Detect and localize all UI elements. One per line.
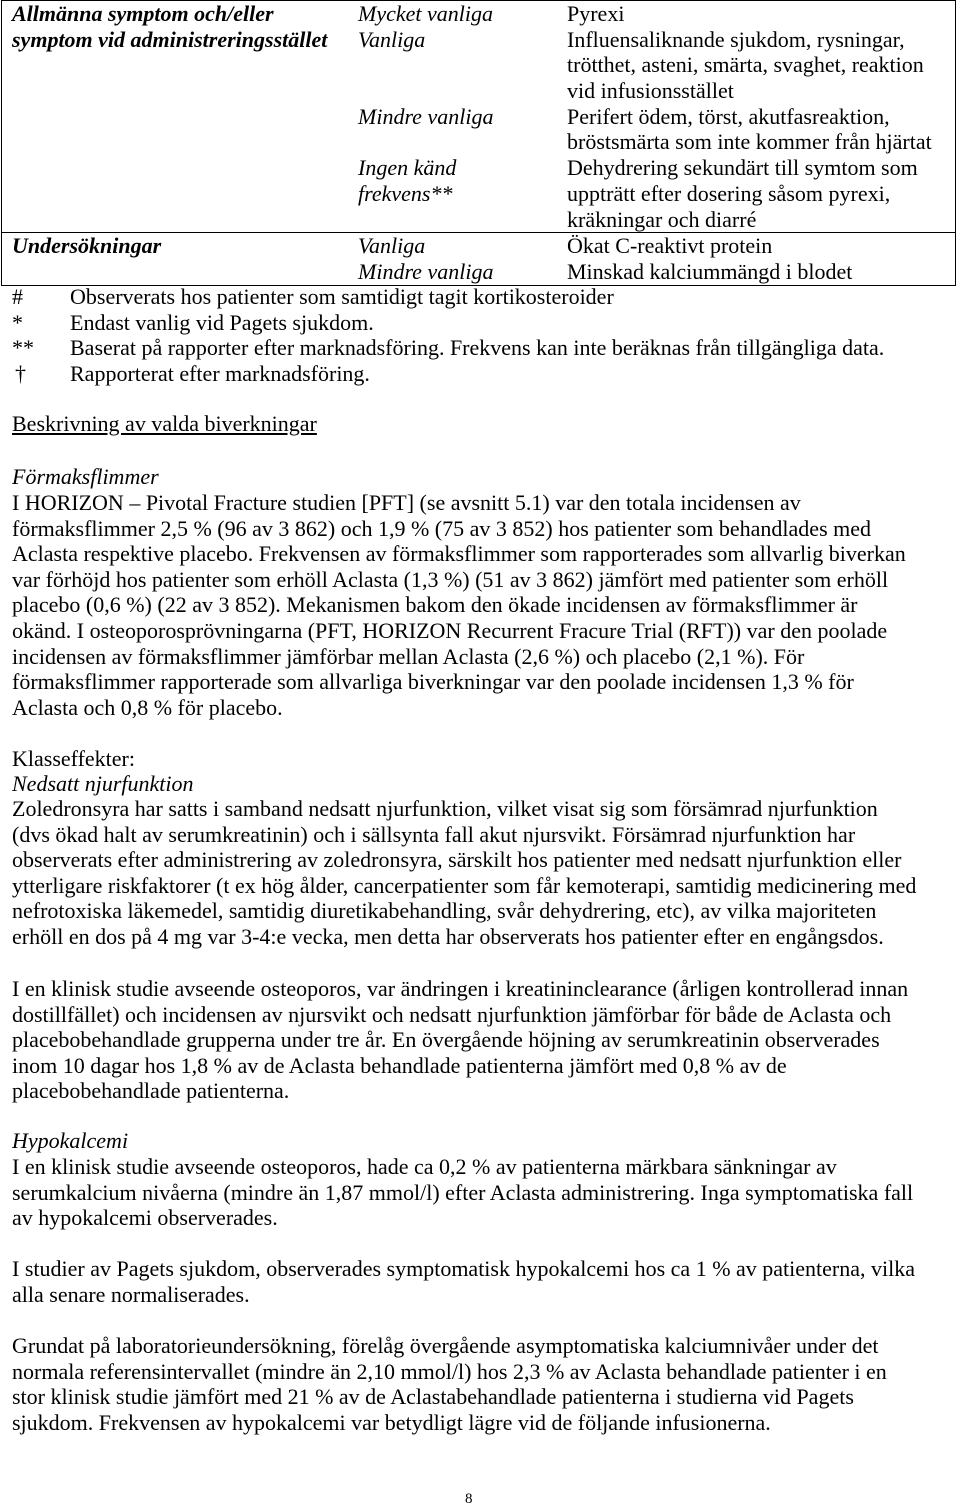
hypocalcemia-paragraph xyxy=(12,1256,915,1307)
reaction-line: vid infusionsstället xyxy=(567,78,734,104)
frequency-cell xyxy=(358,233,567,259)
footnote-text: Endast vanlig vid Pagets sjukdom. xyxy=(70,309,374,335)
renal-impairment-paragraph xyxy=(12,976,908,1104)
table-row xyxy=(2,233,955,284)
reaction-line: trötthet, asteni, smärta, svaghet, reaktion xyxy=(567,52,924,78)
footnote-symbol: * xyxy=(12,309,23,335)
footnote xyxy=(12,361,884,387)
renal-impairment-heading: Nedsatt njurfunktion xyxy=(12,771,194,796)
footnote-symbol: # xyxy=(12,284,23,309)
text-line: var förhöjd hos patienter som erhöll Aclasta (1,3 %) (51 av 3 862) jämfört med patienter som erhöll xyxy=(12,566,889,592)
frequency-reactions-cell xyxy=(358,233,955,284)
frequency-group xyxy=(358,155,955,232)
frequency-cell xyxy=(358,259,567,285)
text-line: I studier av Pagets sjukdom, observerades symptomatisk hypokalcemi hos ca 1 % av patienterna, vilka xyxy=(12,1256,915,1281)
frequency-label: Vanliga xyxy=(358,233,426,259)
atrial-fibrillation-paragraph xyxy=(12,490,906,720)
text-line: alla senare normaliserades. xyxy=(12,1281,250,1307)
text-line: I HORIZON – Pivotal Fracture studien [PFT] (se avsnitt 5.1) var den totala incidensen av xyxy=(12,490,801,515)
text-line: stor klinisk studie jämfört med 21 % av de Aclastabehandlade patienterna i studierna vid Pagets xyxy=(12,1384,854,1410)
text-line: okänd. I osteoporosprövningarna (PFT, HORIZON Recurrent Fracure Trial (RFT)) var den poolade xyxy=(12,617,888,643)
frequency-group xyxy=(358,259,955,285)
reaction-line: uppträtt efter dosering såsom pyrexi, xyxy=(567,180,891,206)
frequency-label: Mindre vanliga xyxy=(358,103,494,129)
table-row xyxy=(2,1,955,233)
text-line: Aclasta respektive placebo. Frekvensen av förmaksflimmer som rapporterades som allvarlig biverkan xyxy=(12,541,906,567)
text-line: nefrotoxiska läkemedel, samtidig diuretikabehandling, svår dehydrering, etc), av vilka majoriteten xyxy=(12,898,877,924)
page-number: 8 xyxy=(465,1491,473,1507)
text-line: Zoledronsyra har satts i samband nedsatt njurfunktion, vilket visat sig som försämrad njurfunktion xyxy=(12,796,878,821)
organ-class-cell xyxy=(2,233,358,284)
frequency-group xyxy=(358,104,955,155)
frequency-label: frekvens** xyxy=(358,180,453,206)
reaction-line: kräkningar och diarré xyxy=(567,206,757,232)
footnote-symbol: † xyxy=(15,360,26,386)
frequency-group xyxy=(358,1,955,27)
class-effects-heading: Klasseffekter: xyxy=(12,746,135,771)
organ-class-line: symptom vid administreringsstället xyxy=(12,26,328,52)
text-line: placebo (0,6 %) (22 av 3 852). Mekanismen bakom den ökade incidensen av förmaksflimmer är xyxy=(12,592,858,618)
text-line: incidensen av förmaksflimmer jämförbar mellan Aclasta (2,6 %) och placebo (2,1 %). För xyxy=(12,643,805,669)
organ-class-line: Allmänna symptom och/eller xyxy=(12,1,274,26)
footnote xyxy=(12,284,884,310)
text-line: observerats efter administrering av zoledronsyra, särskilt hos patienter med nedsatt njurfunktion eller xyxy=(12,847,902,873)
frequency-group xyxy=(358,27,955,104)
text-line: serumkalcium nivåerna (mindre än 1,87 mmol/l) efter Aclasta administrering. Inga symptomatiska fall xyxy=(12,1179,914,1205)
organ-class-line: Undersökningar xyxy=(12,233,162,259)
frequency-label: Mindre vanliga xyxy=(358,258,494,284)
hypocalcemia-heading: Hypokalcemi xyxy=(12,1128,129,1153)
frequency-label: Mycket vanliga xyxy=(358,1,493,26)
footnote xyxy=(12,335,884,361)
reaction-line: Pyrexi xyxy=(567,1,625,26)
reaction-line: bröstsmärta som inte kommer från hjärtat xyxy=(567,129,932,155)
text-line: inom 10 dagar hos 1,8 % av de Aclasta behandlade patienterna jämfört med 0,8 % av de xyxy=(12,1052,787,1078)
frequency-label: Ingen känd xyxy=(358,155,457,181)
organ-class-cell xyxy=(2,1,358,232)
footnote xyxy=(12,310,884,336)
text-line: ytterligare riskfaktorer (t ex hög ålder, cancerpatienter som får kemoterapi, samtidig medicinering med xyxy=(12,872,917,898)
text-line: Grundat på laboratorieundersökning, förelåg övergående asymptomatiska kalciumnivåer under det xyxy=(12,1333,879,1358)
reaction-line: Minskad kalciummängd i blodet xyxy=(567,258,853,284)
text-line: förmaksflimmer rapporterade som allvarliga biverkningar var den poolade incidensen 1,3 % för xyxy=(12,669,854,695)
text-line: erhöll en dos på 4 mg var 3-4:e vecka, men detta har observerats hos patienter efter en engångsdos. xyxy=(12,923,884,949)
text-line: normala referensintervallet (mindre än 2,10 mmol/l) hos 2,3 % av Aclasta behandlade patienter i en xyxy=(12,1358,887,1384)
footnote-symbol: ** xyxy=(12,335,34,361)
reactions-cell xyxy=(567,233,955,259)
frequency-label: Vanliga xyxy=(358,26,426,52)
text-line: placebobehandlade grupperna under tre år. En övergående höjning av serumkreatinin observerades xyxy=(12,1027,880,1053)
text-line: Aclasta och 0,8 % för placebo. xyxy=(12,694,283,720)
frequency-group xyxy=(358,233,955,259)
adverse-reactions-table xyxy=(1,0,956,286)
reactions-cell xyxy=(567,27,955,104)
frequency-reactions-cell xyxy=(358,1,955,232)
reactions-cell xyxy=(567,1,955,27)
reactions-cell xyxy=(567,155,955,232)
hypocalcemia-paragraph xyxy=(12,1154,913,1231)
frequency-cell xyxy=(358,1,567,27)
text-line: sjukdom. Frekvensen av hypokalcemi var betydligt lägre vid de följande infusionerna. xyxy=(12,1409,771,1435)
reactions-cell xyxy=(567,259,955,285)
footnote-text: Rapporterat efter marknadsföring. xyxy=(70,360,370,386)
text-line: förmaksflimmer 2,5 % (96 av 3 862) och 1,9 % (75 av 3 852) hos patienter som behandlades med xyxy=(12,515,872,541)
renal-impairment-paragraph xyxy=(12,796,916,950)
text-line: av hypokalcemi observerades. xyxy=(12,1205,278,1231)
text-line: I en klinisk studie avseende osteoporos, hade ca 0,2 % av patienterna märkbara sänkningar av xyxy=(12,1154,837,1179)
reactions-cell xyxy=(567,104,955,155)
text-line: (dvs ökad halt av serumkreatinin) och i sällsynta fall akut njursvikt. Försämrad njurfunktion har xyxy=(12,821,856,847)
footnote-text: Baserat på rapporter efter marknadsföring. Frekvens kan inte beräknas från tillgängliga data. xyxy=(70,335,885,361)
frequency-cell xyxy=(358,27,567,104)
text-line: dostillfället) och incidensen av njursvikt och nedsatt njurfunktion jämförbar för både de Aclasta och xyxy=(12,1001,892,1027)
section-heading: Beskrivning av valda biverkningar xyxy=(12,411,317,436)
frequency-cell xyxy=(358,155,567,232)
reaction-line: Dehydrering sekundärt till symtom som xyxy=(567,155,918,181)
atrial-fibrillation-heading: Förmaksflimmer xyxy=(12,464,159,489)
text-line: placebobehandlade patienterna. xyxy=(12,1078,290,1104)
hypocalcemia-paragraph xyxy=(12,1333,887,1435)
frequency-cell xyxy=(358,104,567,155)
reaction-line: Perifert ödem, törst, akutfasreaktion, xyxy=(567,103,890,129)
text-line: I en klinisk studie avseende osteoporos, var ändringen i kreatininclearance (årligen kontrollerad innan xyxy=(12,976,909,1001)
reaction-line: Influensaliknande sjukdom, rysningar, xyxy=(567,26,905,52)
reaction-line: Ökat C-reaktivt protein xyxy=(567,233,773,259)
footnote-text: Observerats hos patienter som samtidigt tagit kortikosteroider xyxy=(70,284,614,309)
table-footnotes xyxy=(12,284,884,386)
